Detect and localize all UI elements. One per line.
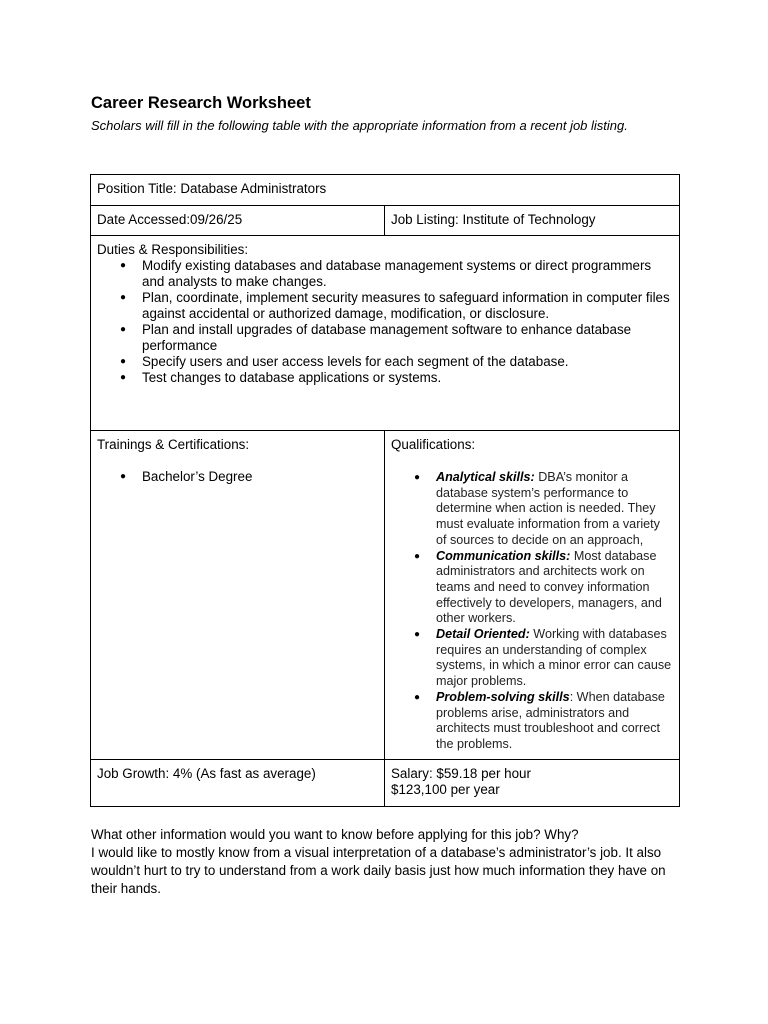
list-item xyxy=(436,470,673,549)
trainings-heading: Trainings & Certifications: xyxy=(97,437,250,452)
job-info-table xyxy=(90,174,680,807)
salary-hourly: Salary: $59.18 per hour xyxy=(391,766,531,781)
duties-list xyxy=(97,258,673,386)
list-item: ● Specify users and user access levels for each segment of the database. xyxy=(142,354,673,370)
list-item: ● Bachelor’s Degree xyxy=(142,469,378,485)
page-title: Career Research Worksheet xyxy=(91,94,311,112)
qualification-term: Problem-solving skills xyxy=(436,689,570,704)
list-item: ● Test changes to database applications or systems. xyxy=(142,370,673,386)
page-subtitle: Scholars will fill in the following table with the appropriate information from a recent job listing. xyxy=(91,118,628,133)
salary-yearly: $123,100 per year xyxy=(391,782,500,797)
qualification-term: Detail Oriented: xyxy=(436,627,530,642)
salary-cell xyxy=(385,760,680,807)
qualification-term: Analytical skills: xyxy=(436,470,535,484)
list-item xyxy=(436,690,673,753)
job-growth-cell: Job Growth: 4% (As fast as average) xyxy=(91,760,385,807)
qualifications-list xyxy=(391,470,673,753)
list-item xyxy=(436,549,673,628)
qualification-text: Working with databases requires an understanding of complex systems, in which a minor error can cause major problems. xyxy=(436,627,672,689)
duties-cell xyxy=(91,236,680,431)
duties-heading: Duties & Responsibilities: xyxy=(97,242,249,257)
qualification-text: DBA’s monitor a database system’s performance to determine when action is needed. They must evaluate information from a variety of sources to decide on an approach, xyxy=(436,470,660,547)
qualifications-cell xyxy=(385,431,680,760)
list-item: ● Modify existing databases and database management systems or direct programmers and analysts to make changes. xyxy=(142,258,673,290)
qualifications-heading: Qualifications: xyxy=(391,437,476,452)
question-prompt: What other information would you want to know before applying for this job? Why? xyxy=(91,827,579,842)
date-accessed-cell: Date Accessed:09/26/25 xyxy=(91,206,385,236)
job-listing-cell: Job Listing: Institute of Technology xyxy=(385,206,680,236)
qualification-term: Communication skills: xyxy=(436,548,571,563)
list-item xyxy=(436,627,673,690)
qualification-text: : When database problems arise, administrators and architects must troubleshoot and correct the problems. xyxy=(436,689,665,751)
question-answer: I would like to mostly know from a visual interpretation of a database’s administrator’s job. It also wouldn’t hurt to try to understand from a work daily basis just how much information they have on their hands. xyxy=(91,845,666,896)
position-title-cell: Position Title: Database Administrators xyxy=(91,175,680,206)
trainings-list xyxy=(97,469,378,485)
question-block xyxy=(91,826,681,898)
qualification-text: Most database administrators and architects work on teams and need to convey information effectively to developers, managers, and other workers. xyxy=(436,548,662,626)
list-item: ● Plan, coordinate, implement security measures to safeguard information in computer files against accidental or authorized damage, modification, or disclosure. xyxy=(142,290,673,322)
list-item: ● Plan and install upgrades of database management software to enhance database performance xyxy=(142,322,673,354)
trainings-cell xyxy=(91,431,385,760)
